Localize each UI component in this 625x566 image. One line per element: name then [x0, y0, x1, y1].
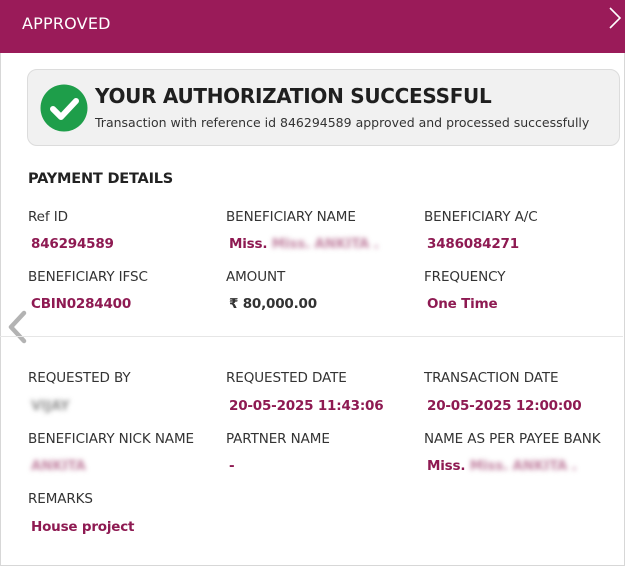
beneficiary-nick-name-value: ANKITA	[31, 458, 86, 474]
requested-by-value: VIJAY	[31, 398, 70, 414]
remarks-label: REMARKS	[28, 491, 93, 507]
section-divider	[0, 336, 623, 337]
frequency-label: FREQUENCY	[424, 269, 506, 285]
ref-id-value: 846294589	[31, 236, 114, 252]
beneficiary-name-value: Miss. Miss. ANKITA .	[229, 236, 379, 252]
requested-date-label: REQUESTED DATE	[226, 370, 347, 386]
beneficiary-ifsc-value: CBIN0284400	[31, 296, 132, 312]
beneficiary-ifsc-label: BENEFICIARY IFSC	[28, 269, 148, 285]
requested-by-label: REQUESTED BY	[28, 370, 131, 386]
transaction-date-label: TRANSACTION DATE	[424, 370, 559, 386]
close-icon[interactable]	[607, 6, 623, 30]
remarks-value: House project	[31, 519, 135, 535]
amount-value: ₹ 80,000.00	[229, 296, 317, 312]
frequency-value: One Time	[427, 296, 498, 312]
check-circle-icon	[40, 84, 88, 132]
amount-label: AMOUNT	[226, 269, 286, 285]
beneficiary-nick-name-label: BENEFICIARY NICK NAME	[28, 431, 194, 447]
payment-details-heading: PAYMENT DETAILS	[28, 171, 174, 187]
success-banner	[27, 69, 620, 146]
requested-date-value: 20-05-2025 11:43:06	[229, 398, 384, 414]
beneficiary-name-label: BENEFICIARY NAME	[226, 209, 356, 225]
name-as-per-payee-bank-label: NAME AS PER PAYEE BANK	[424, 431, 601, 447]
chevron-left-icon[interactable]	[6, 310, 28, 344]
partner-name-label: PARTNER NAME	[226, 431, 330, 447]
transaction-date-value: 20-05-2025 12:00:00	[427, 398, 582, 414]
name-as-per-payee-bank-value: Miss. Miss. ANKITA .	[427, 458, 577, 474]
partner-name-value: -	[229, 458, 235, 474]
beneficiary-ac-label: BENEFICIARY A/C	[424, 209, 538, 225]
success-title: YOUR AUTHORIZATION SUCCESSFUL	[95, 84, 492, 108]
success-message: Transaction with reference id 846294589 approved and processed successfully	[95, 115, 590, 130]
beneficiary-ac-value: 3486084271	[427, 236, 519, 252]
modal-header	[0, 0, 625, 53]
ref-id-label: Ref ID	[28, 209, 68, 225]
header-title: APPROVED	[22, 14, 111, 33]
